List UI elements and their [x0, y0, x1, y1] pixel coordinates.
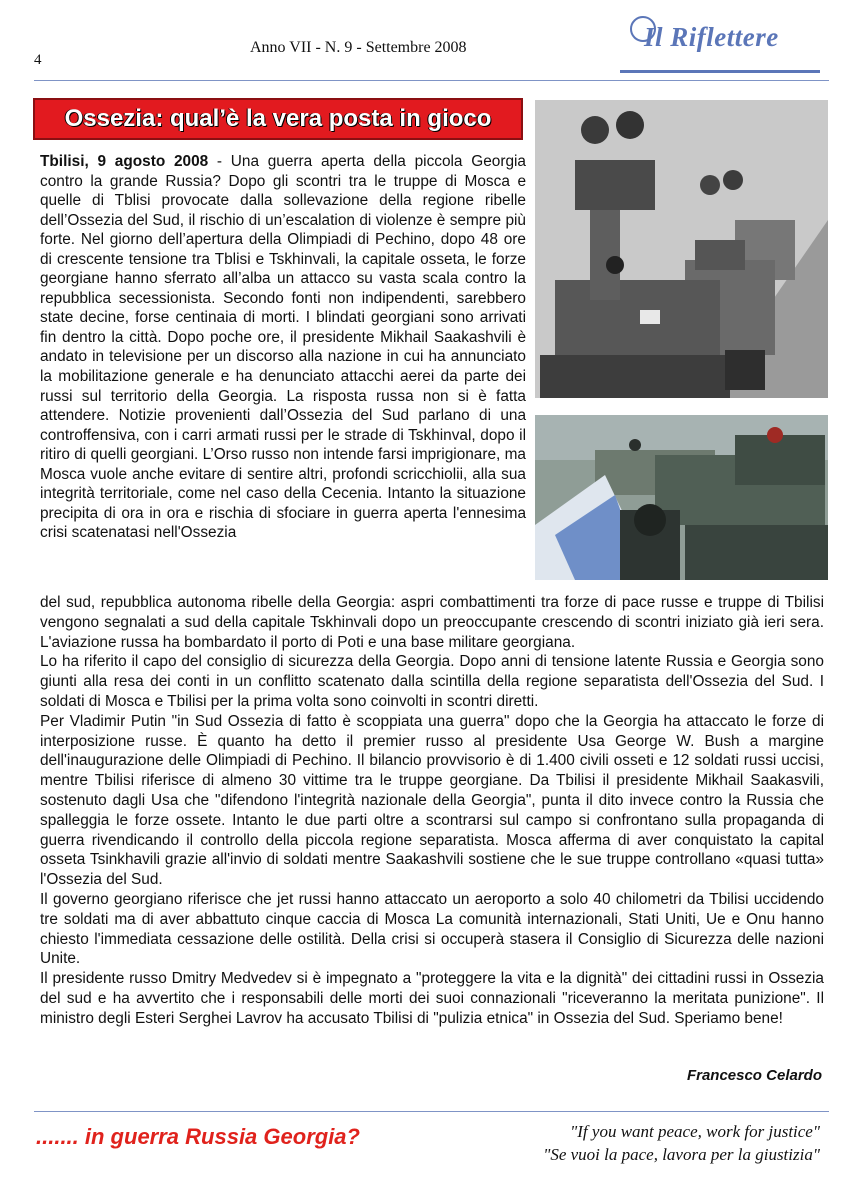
- quote-english: "If you want peace, work for justice": [570, 1122, 820, 1141]
- dateline: Tbilisi, 9 agosto 2008: [40, 153, 209, 170]
- article-title: Ossezia: qual’è la vera posta in gioco: [64, 105, 492, 132]
- column-body: - Una guerra aperta della piccola Georgia contro la grande Russia? Dopo gli scontri tra le truppe di Mosca e quelle di Tblisi provocate dalla sollevazione della regione ribelle dell’Ossezia del Sud, il rischio di un’escalation di violenze è sempre più forte. Nel giorno dell’apertura della Olimpiadi di Pechino, dopo 48 ore di crescente tensione tra Tblisi e Tskhinvali, la capitale osseta, le forze georgiane hanno sferrato all’alba un attacco su vasta scala contro la repubblica secessionista. Secondo fonti non indipendenti, sarebbero state decine, forse centinaia di morti. I blindati georgiani sono arrivati fin dentro la città. Dopo poche ore, il presidente Mikhail Saakashvili è andato in televisione per un discorso alla nazione in cui ha annunciato la mobilitazione generale e ha denunciato attacchi aerei da parte dei russi sul territorio della Georgia. La risposta russa non si è fatta attendere. Notizie provenienti dall’Ossezia del Sud parlano di una controffensiva, con i carri armati russi per le strade di Tskhinval, dopo il ritiro di quelli georgiani. L’Orso russo non intende farsi imprigionare, ma Mosca vuole anche evitare di sentire altri, profondi scricchiolii, alla sua integrità territoriale, come nel caso della Cecenia. Intanto la situazione precipita di ora in ora e rischia di sfociare in guerra aperta l'ennesima crisi scatenatasi nell'Ossezia: [40, 153, 526, 542]
- masthead-logo: [630, 16, 779, 52]
- page-number: 4: [34, 52, 42, 68]
- masthead-title: Il Riflettere: [644, 22, 779, 52]
- paragraph: Per Vladimir Putin "in Sud Ossezia di fatto è scoppiata una guerra" dopo che la Georgia ha attaccato le forze di interposizione russe. È quanto ha detto il premier russo al presidente Usa George W. Bush a margine dell'inaugurazione delle Olimpiadi di Pechino. Il bilancio provvisorio è di 1.400 civili osseti e 12 soldati russi uccisi, mentre Tbilisi riferisce di almeno 30 vittime tra le truppe georgiane. Da Tbilisi il presidente Mikhail Saakasvili, sostenuto dagli Usa che "difendono l'integrità nazionale della Georgia", punta il dito invece contro la Russia che spalleggia le forze ossete. Intanto le due parti oltre a scontrarsi sul campo si confrontano sulla propaganda di guerra rivendicando il controllo della piccola regione separatista. Mosca afferma di aver conquistato la capital osseta Tsinkhavili grazie all'invio di soldati mentre Saakashvili sostiene che le sue truppe controllano «quasi tutta» l'Ossezia del Sud.: [40, 712, 824, 889]
- article-column-text: [40, 152, 526, 543]
- paragraph: Il presidente russo Dmitry Medvedev si è impegnato a "proteggere la vita e la dignità" dei cittadini russi in Ossezia del sud e ha avvertito che i responsabili delle morti dei suoi connazionali "riceveranno la meritata punizione". Il ministro degli Esteri Serghei Lavrov ha accusato Tbilisi di "pulizia etnica" in Ossezia del Sud. Speriamo bene!: [40, 970, 824, 1027]
- paragraph: del sud, repubblica autonoma ribelle della Georgia: aspri combattimenti tra forze di pace russe e truppe di Tbilisi vengono segnalati a sud della capitale Tskhinvali dopo un preoccupante crescendo di scontri iniziato già ieri sera. L'aviazione russa ha bombardato il porto di Poti e una base militare georgiana.: [40, 594, 824, 651]
- tank-convoy-illustration: [535, 100, 828, 398]
- tanks-flag-photo: [535, 415, 828, 580]
- masthead-underline: [620, 70, 820, 73]
- issue-line: Anno VII - N. 9 - Settembre 2008: [250, 39, 467, 56]
- tank-convoy-photo: [535, 100, 828, 398]
- header-divider: [34, 80, 829, 81]
- article-author: Francesco Celardo: [686, 1067, 822, 1084]
- article-title-box: [33, 98, 523, 140]
- article-body-fullwidth: [40, 593, 824, 1029]
- paragraph: Lo ha riferito il capo del consiglio di sicurezza della Georgia. Dopo anni di tensione latente Russia e Georgia sono giunti alla resa dei conti in un conflitto scatenato dalla scintilla della regione separatista dell'Ossezia del Sud. I soldati di Mosca e Tbilisi per la prima volta sono coinvolti in scontri diretti.: [40, 653, 824, 710]
- footer-divider: [34, 1111, 829, 1112]
- footer-slogan: ....... in guerra Russia Georgia?: [36, 1124, 360, 1149]
- tanks-flag-illustration: [535, 415, 828, 580]
- quote-italian: "Se vuoi la pace, lavora per la giustizia": [543, 1145, 820, 1164]
- paragraph: Il governo georgiano riferisce che jet russi hanno attaccato un aeroporto a solo 40 chilometri da Tbilisi uccidendo tre soldati ma di aver abbattuto cinque caccia di Mosca La comunità internazionali, Stati Uniti, Ue e Onu hanno chiesto l'immediata cessazione delle ostilità. Della crisi si occuperà stasera il Consiglio di Sicurezza delle nazioni Unite.: [40, 890, 824, 968]
